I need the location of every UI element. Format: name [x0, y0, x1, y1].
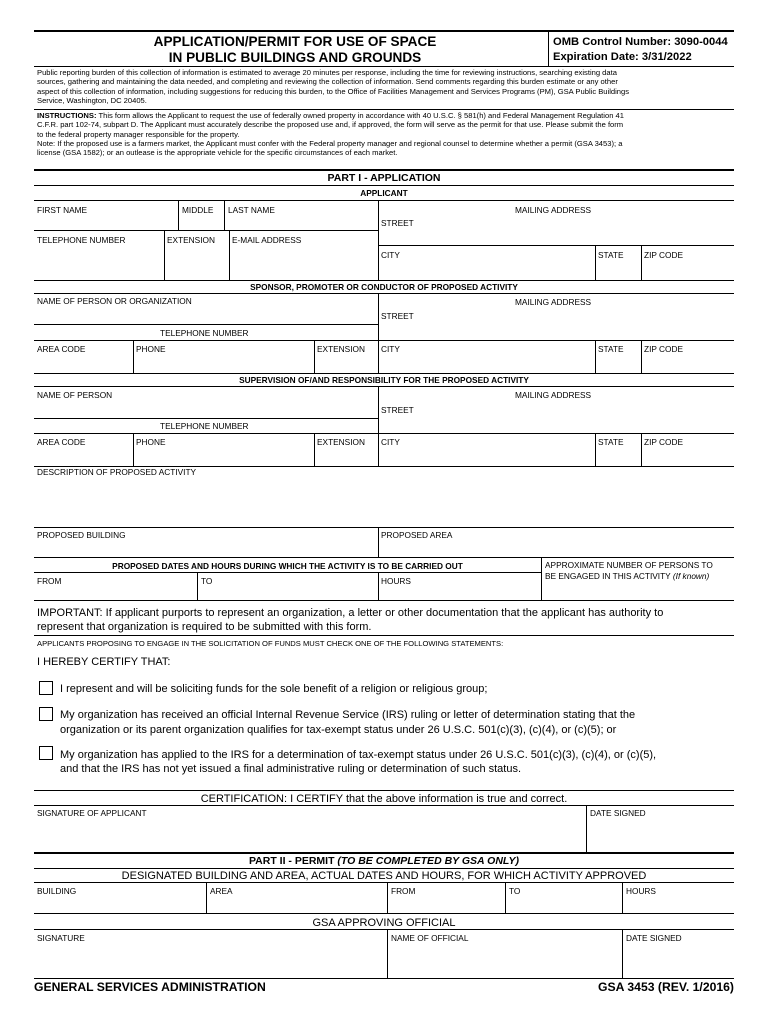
permit-area-label: AREA	[210, 886, 233, 896]
row-rule	[34, 978, 734, 979]
sponsor-street-label: STREET	[381, 311, 414, 321]
supervision-mailing-address-label: MAILING ADDRESS	[515, 390, 592, 400]
proposed-area-label: PROPOSED AREA	[381, 530, 453, 540]
field-divider	[378, 386, 379, 466]
field-divider	[622, 882, 623, 913]
field-divider	[229, 230, 230, 280]
telephone-number-label: TELEPHONE NUMBER	[37, 235, 126, 245]
part2-heading	[34, 855, 734, 867]
statement1-checkbox[interactable]	[39, 681, 53, 695]
form-title-line2: IN PUBLIC BUILDINGS AND GROUNDS	[168, 50, 422, 65]
statement2-line1: My organization has received an official Internal Revenue Service (IRS) ruling or letter of determination stating that the	[60, 709, 636, 721]
part1-heading: PART I - APPLICATION	[327, 172, 441, 184]
supervision-heading: SUPERVISION OF/AND RESPONSIBILITY FOR THE PROPOSED ACTIVITY	[239, 375, 529, 385]
applicant-zip-label: ZIP CODE	[644, 250, 684, 260]
row-rule	[34, 790, 734, 791]
row-rule	[34, 527, 734, 528]
field-divider	[595, 245, 596, 280]
part1-top-rule	[34, 169, 734, 171]
field-divider	[224, 200, 225, 230]
field-divider	[378, 527, 379, 557]
statement2-checkbox[interactable]	[39, 707, 53, 721]
supervision-city-label: CITY	[381, 437, 400, 447]
field-divider	[378, 200, 379, 280]
hours-label: HOURS	[381, 576, 411, 586]
row-rule	[34, 340, 734, 341]
burden-line: aspect of this collection of information, including suggestions for reducing this burden, to the Office of Facilities Management and Services Programs (PM), GSA Public Buildings	[37, 86, 630, 96]
row-rule	[34, 324, 378, 325]
sponsor-city-label: CITY	[381, 344, 400, 354]
field-divider	[641, 245, 642, 280]
sponsor-phone-label: PHONE	[136, 344, 166, 354]
instructions-line: C.F.R. part 102-74, subpart D. The Applicant must accurately describe the proposed use and, if approved, the form will serve as the permit for that use. Please submit the form	[37, 120, 624, 130]
expiration-date: Expiration Date: 3/31/2022	[553, 51, 692, 63]
certification-text: CERTIFICATION: I CERTIFY that the above information is true and correct.	[200, 793, 568, 805]
statement3-line1: My organization has applied to the IRS for a determination of tax-exempt status under 26 U.S.C. 501(c)(3), (c)(4), or (c)(5),	[60, 749, 657, 761]
permit-from-label: FROM	[391, 886, 416, 896]
form-number: GSA 3453 (REV. 1/2016)	[598, 980, 734, 994]
first-name-label: FIRST NAME	[37, 205, 88, 215]
solicitation-note: APPLICANTS PROPOSING TO ENGAGE IN THE SOLICITATION OF FUNDS MUST CHECK ONE OF THE FOLLOWING STATEMENTS:	[37, 639, 504, 648]
proposed-building-label: PROPOSED BUILDING	[37, 530, 126, 540]
signature-applicant-label: SIGNATURE OF APPLICANT	[37, 808, 147, 818]
applicant-heading: APPLICANT	[360, 188, 408, 198]
sponsor-state-label: STATE	[598, 344, 624, 354]
permit-date-signed-label: DATE SIGNED	[626, 933, 682, 943]
applicant-date-signed-label: DATE SIGNED	[590, 808, 646, 818]
header-divider	[548, 30, 549, 66]
field-divider	[133, 340, 134, 373]
middle-label: MIDDLE	[182, 205, 214, 215]
sponsor-heading: SPONSOR, PROMOTER OR CONDUCTOR OF PROPOSED ACTIVITY	[250, 282, 518, 292]
row-rule	[34, 913, 734, 914]
if-known-note: (If known)	[672, 571, 710, 581]
instructions-line: Note: If the proposed use is a farmers market, the Applicant must confer with the Federal property manager and regional counsel to determine whether a permit (GSA 3453); a	[37, 138, 623, 148]
certify-heading: I HEREBY CERTIFY THAT:	[37, 656, 171, 668]
description-label: DESCRIPTION OF PROPOSED ACTIVITY	[37, 467, 197, 477]
field-divider	[378, 572, 379, 600]
part1-rule	[34, 185, 734, 186]
field-divider	[586, 805, 587, 852]
applicant-mailing-address-label: MAILING ADDRESS	[515, 205, 592, 215]
row-rule	[34, 293, 734, 294]
name-official-label: NAME OF OFFICIAL	[391, 933, 469, 943]
sponsor-mailing-address-label: MAILING ADDRESS	[515, 297, 592, 307]
field-divider	[641, 340, 642, 373]
instructions-label: INSTRUCTIONS:	[37, 111, 97, 120]
approx-persons-line1: APPROXIMATE NUMBER OF PERSONS TO	[545, 560, 713, 570]
row-rule	[34, 572, 541, 573]
applicant-state-label: STATE	[598, 250, 624, 260]
instructions-line: to the federal property manager responsible for the property.	[37, 129, 240, 139]
email-label: E-MAIL ADDRESS	[232, 235, 302, 245]
field-divider	[133, 433, 134, 466]
header-bottom-rule	[34, 66, 734, 67]
sponsor-extension-label: EXTENSION	[317, 344, 365, 354]
top-rule	[34, 30, 734, 32]
part2-heading-note: (TO BE COMPLETED BY GSA ONLY)	[337, 855, 520, 867]
applicant-rule	[34, 200, 734, 201]
extension-label: EXTENSION	[167, 235, 215, 245]
instructions-line: license (GSA 1582); or an outlease is the appropriate vehicle for the specific circumstances of each market.	[37, 148, 398, 158]
agency-name: GENERAL SERVICES ADMINISTRATION	[34, 980, 266, 994]
burden-line: Service, Washington, DC 20405.	[37, 95, 147, 105]
field-divider	[178, 200, 179, 230]
row-rule	[34, 805, 734, 806]
statement1-text: I represent and will be soliciting funds for the sole benefit of a religion or religious group;	[60, 683, 488, 695]
approx-persons-text: BE ENGAGED IN THIS ACTIVITY	[545, 571, 673, 581]
field-divider	[387, 882, 388, 913]
permit-building-label: BUILDING	[37, 886, 77, 896]
from-label: FROM	[37, 576, 62, 586]
supervision-telephone-label: TELEPHONE NUMBER	[160, 421, 249, 431]
field-divider	[595, 340, 596, 373]
field-divider	[505, 882, 506, 913]
row-rule	[378, 245, 734, 246]
field-divider	[314, 433, 315, 466]
row-rule	[34, 230, 378, 231]
row-rule	[34, 373, 734, 374]
sponsor-telephone-label: TELEPHONE NUMBER	[160, 328, 249, 338]
approx-persons-line2	[545, 571, 709, 581]
row-rule	[34, 600, 734, 601]
burden-statement	[37, 68, 733, 105]
row-rule	[34, 433, 734, 434]
important-line1: IMPORTANT: If applicant purports to represent an organization, a letter or other documentation that the applicant has authority to	[37, 607, 664, 619]
form-title-line1: APPLICATION/PERMIT FOR USE OF SPACE	[153, 34, 437, 49]
permit-to-label: TO	[509, 886, 521, 896]
to-label: TO	[201, 576, 213, 586]
part2-heading-text: PART II - PERMIT	[248, 855, 338, 867]
row-rule	[34, 418, 378, 419]
supervision-area-code-label: AREA CODE	[37, 437, 86, 447]
permit-hours-label: HOURS	[626, 886, 656, 896]
instructions	[37, 111, 733, 157]
row-rule	[34, 635, 734, 636]
field-divider	[314, 340, 315, 373]
row-rule	[34, 386, 734, 387]
field-divider	[595, 433, 596, 466]
supervision-name-label: NAME OF PERSON	[37, 390, 113, 400]
field-divider	[622, 929, 623, 978]
important-line2: represent that organization is required to be submitted with this form.	[37, 621, 372, 633]
applicant-street-label: STREET	[381, 218, 414, 228]
field-divider	[387, 929, 388, 978]
statement3-line2: and that the IRS has not yet issued a final administrative ruling or determination of such status.	[60, 763, 522, 775]
applicant-city-label: CITY	[381, 250, 400, 260]
supervision-state-label: STATE	[598, 437, 624, 447]
sponsor-name-label: NAME OF PERSON OR ORGANIZATION	[37, 296, 192, 306]
statement2-line2: organization or its parent organization qualifies for tax-exempt status under 26 U.S.C. 501(c)(3), (c)(4), or (c)(5); or	[60, 724, 617, 736]
sponsor-area-code-label: AREA CODE	[37, 344, 86, 354]
row-rule	[34, 280, 734, 281]
last-name-label: LAST NAME	[228, 205, 275, 215]
row-rule	[34, 929, 734, 930]
field-divider	[197, 572, 198, 600]
omb-control-number: OMB Control Number: 3090-0044	[553, 36, 728, 48]
supervision-phone-label: PHONE	[136, 437, 166, 447]
row-rule	[34, 557, 734, 558]
designated-heading: DESIGNATED BUILDING AND AREA, ACTUAL DATES AND HOURS, FOR WHICH ACTIVITY APPROVED	[121, 870, 647, 882]
dates-heading: PROPOSED DATES AND HOURS DURING WHICH THE ACTIVITY IS TO BE CARRIED OUT	[112, 561, 463, 571]
sponsor-zip-label: ZIP CODE	[644, 344, 684, 354]
approving-official-heading: GSA APPROVING OFFICIAL	[312, 917, 456, 929]
burden-rule	[34, 109, 734, 110]
supervision-street-label: STREET	[381, 405, 414, 415]
supervision-zip-label: ZIP CODE	[644, 437, 684, 447]
row-rule	[34, 882, 734, 883]
supervision-extension-label: EXTENSION	[317, 437, 365, 447]
burden-line: sources, gathering and maintaining the data needed, and completing and reviewing the collection of information. Send comments regarding this burden estimate or any other	[37, 77, 618, 87]
field-divider	[206, 882, 207, 913]
field-divider	[378, 293, 379, 373]
burden-line: Public reporting burden of this collection of information is estimated to average 20 minutes per response, including the time for reviewing instructions, searching existing data	[37, 68, 617, 77]
field-divider	[164, 230, 165, 280]
part2-top-rule	[34, 852, 734, 854]
instructions-line: This form allows the Applicant to request the use of federally owned property in accordance with 40 U.S.C. § 581(h) and Federal Management Regulation 41	[96, 111, 624, 120]
statement3-checkbox[interactable]	[39, 746, 53, 760]
field-divider	[641, 433, 642, 466]
permit-signature-label: SIGNATURE	[37, 933, 85, 943]
field-divider	[541, 557, 542, 600]
